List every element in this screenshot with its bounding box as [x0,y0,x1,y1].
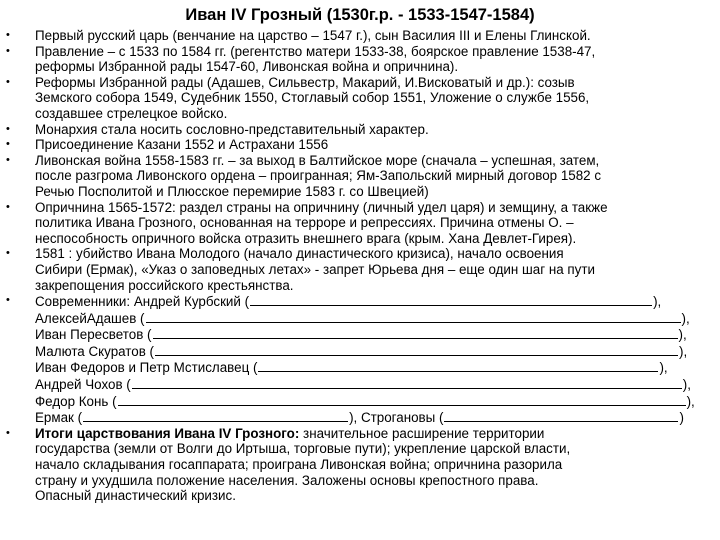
bullet-icon: • [6,75,10,88]
item-line: Земского собора 1549, Судебник 1550, Стоглавый собор 1551, Уложение о службе 1556, [35,90,590,106]
item-line: Сибири (Ермак), «Указ о заповедных летах» - запрет Юрьева дня – еще один шаг на пути [35,261,595,277]
bullet-icon: • [6,294,10,307]
contemporary-line: АлексейАдашев ( ), [35,310,690,326]
contemporary-line: Федор Конь ( ), [35,393,695,409]
contemporary-line: Ермак ( ), Строгановы ( ) [35,410,684,426]
bullet-icon: • [6,29,10,41]
item-line: неспособность опричного войска отразить внешнего врага (крым. Хана Девлет-Гирея). [35,230,577,246]
item-line: Монархия стала носить сословно-представительный характер. [35,121,429,137]
bullet-icon: • [6,138,10,151]
bullet-list [0,28,720,504]
item-line: Ливонская война 1558-1583 гг. – за выход в Балтийское море (сначала – успешная, затем, [35,152,600,168]
results-line: страну и ухудшила положение населения. Заложены основы крепостного права. [35,472,539,488]
results-line: начало складывания госаппарата; проиграна Ливонская война; опричнина разорила [35,457,563,473]
results-item [0,426,720,504]
answer-blank[interactable] [153,326,678,339]
list-item [0,246,720,293]
contemporary-line: Иван Пересветов ( ), [35,327,687,343]
contemporary-line: Андрей Чохов ( ), [35,377,691,393]
bullet-icon: • [6,153,10,166]
list-item [0,44,720,75]
item-line: Присоединение Казани 1552 и Астрахани 1556 [35,137,329,153]
answer-blank[interactable] [444,409,678,422]
answer-blank[interactable] [83,409,348,422]
list-item [0,137,720,153]
item-line: политика Ивана Грозного, основанная на терроре и репрессиях. Причина отмены О. – [35,215,574,231]
item-line: создавшее стрелецкое войско. [35,105,228,121]
item-line: Реформы Избранной рады (Адашев, Сильвестр, Макарий, И.Висковатый и др.): созыв [35,74,575,90]
item-line: закрепощения российского крестьянства. [35,277,294,293]
results-label: Итоги царствования Ивана IV Грозного: [35,425,300,441]
bullet-icon: • [6,44,10,57]
answer-blank[interactable] [118,393,686,406]
list-item [0,122,720,138]
list-item [0,200,720,247]
bullet-icon: • [6,426,10,439]
contemporary-line: Иван Федоров и Петр Мстиславец ( ), [35,360,668,376]
answer-blank[interactable] [132,376,682,389]
list-item [0,28,720,44]
contemporary-line: Малюта Скуратов ( ), [35,343,688,359]
item-line: после разгрома Ливонского ордена – проигранная; Ям-Запольский мирный договор 1582 с [35,168,602,184]
contemporary-line: Современники: Андрей Курбский ( ), [35,294,662,310]
results-line: государства (земли от Волги до Иртыша, торговые пути); укрепление царской власти, [35,441,571,457]
bullet-icon: • [6,122,10,135]
item-line: Первый русский царь (венчание на царство – 1547 г.), сын Василия III и Елены Глинской. [35,28,591,43]
contemporaries-item [0,293,720,426]
answer-blank[interactable] [250,293,652,306]
answer-blank[interactable] [146,310,681,323]
list-item [0,75,720,122]
answer-blank[interactable] [155,343,678,356]
item-line: Опричнина 1565-1572: раздел страны на опричнину (личный удел царя) и земщину, а также [35,199,608,215]
results-line: Итоги царствования Ивана IV Грозного: значительное расширение территории [35,425,545,441]
item-line: Правление – с 1533 по 1584 гг. (регентство матери 1533-38, боярское правление 1538-47, [35,43,596,59]
item-line: Речью Посполитой и Плюсское перемирие 1583 г. со Швецией) [35,183,429,199]
page-title: Иван IV Грозный (1530г.р. - 1533-1547-1584) [185,6,535,24]
bullet-icon: • [6,247,10,260]
results-line: Опасный династический кризис. [35,488,236,504]
list-item [0,153,720,200]
item-line: реформы Избранной рады 1547-60, Ливонская война и опричнина). [35,59,459,75]
answer-blank[interactable] [258,359,658,372]
item-line: 1581 : убийство Ивана Молодого (начало династического кризиса), начало освоения [35,246,564,262]
bullet-icon: • [6,200,10,213]
